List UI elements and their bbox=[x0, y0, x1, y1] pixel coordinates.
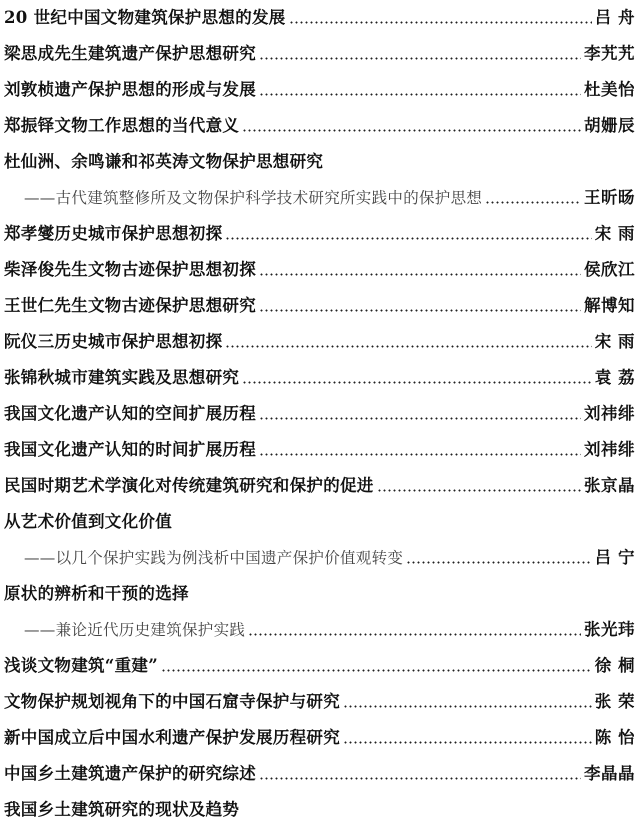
toc-entry-row[interactable] bbox=[4, 108, 635, 144]
toc-entry-row[interactable] bbox=[4, 36, 635, 72]
toc-title: 郑孝燮历史城市保护思想初探 bbox=[4, 224, 223, 243]
toc-subtitle: ——兼论近代历史建筑保护实践 bbox=[24, 621, 246, 639]
dot-leader bbox=[259, 396, 581, 432]
toc-author: 宋 雨 bbox=[594, 332, 635, 351]
dot-leader bbox=[259, 756, 581, 792]
toc-entry-row[interactable] bbox=[4, 72, 635, 108]
toc-title: 郑振铎文物工作思想的当代意义 bbox=[4, 116, 240, 135]
toc-author: 袁 荔 bbox=[594, 368, 635, 387]
dot-leader bbox=[225, 216, 591, 252]
toc-author: 吕 宁 bbox=[594, 548, 635, 567]
toc-entry-row[interactable] bbox=[4, 216, 635, 252]
toc-author: 解博知 bbox=[584, 296, 635, 315]
toc-entry-row[interactable] bbox=[4, 792, 635, 828]
toc-title: 我国文化遗产认知的时间扩展历程 bbox=[4, 440, 256, 459]
dot-leader bbox=[343, 684, 592, 720]
toc-title: 新中国成立后中国水利遗产保护发展历程研究 bbox=[4, 728, 340, 747]
toc-title: 从艺术价值到文化价值 bbox=[4, 512, 172, 531]
toc-entry-row[interactable] bbox=[4, 468, 635, 504]
toc-title: 中国乡土建筑遗产保护的研究综述 bbox=[4, 764, 256, 783]
dot-leader bbox=[259, 72, 581, 108]
toc-author: 陈 怡 bbox=[594, 728, 635, 747]
toc-title: 阮仪三历史城市保护思想初探 bbox=[4, 332, 223, 351]
toc-author: 吕 舟 bbox=[594, 8, 635, 27]
toc-author: 徐 桐 bbox=[594, 656, 635, 675]
toc-author: 刘祎绯 bbox=[584, 440, 635, 459]
toc-author: 杜美怡 bbox=[584, 80, 635, 99]
toc-entry-row[interactable] bbox=[4, 0, 635, 36]
dot-leader bbox=[377, 468, 581, 504]
dot-leader bbox=[259, 36, 581, 72]
toc-subtitle-row[interactable] bbox=[4, 612, 635, 648]
toc-entry-row[interactable] bbox=[4, 360, 635, 396]
dot-leader bbox=[343, 720, 592, 756]
toc-entry-row[interactable] bbox=[4, 252, 635, 288]
toc-entry-row[interactable] bbox=[4, 288, 635, 324]
dot-leader bbox=[289, 0, 592, 36]
toc-author: 张 荣 bbox=[594, 692, 635, 711]
dot-leader bbox=[259, 288, 581, 324]
toc-author: 侯欣江 bbox=[584, 260, 635, 279]
toc-author: 李艽艽 bbox=[584, 44, 635, 63]
dot-leader bbox=[161, 648, 592, 684]
toc-entry-row[interactable] bbox=[4, 648, 635, 684]
toc-author: 李晶晶 bbox=[584, 764, 635, 783]
toc-author: 张光玮 bbox=[584, 620, 635, 639]
toc-title: 刘敦桢遗产保护思想的形成与发展 bbox=[4, 80, 256, 99]
dot-leader bbox=[259, 252, 581, 288]
toc-author: 胡姗辰 bbox=[584, 116, 635, 135]
dot-leader bbox=[406, 540, 592, 576]
toc-author: 王昕旸 bbox=[584, 188, 635, 207]
toc-title: 柴泽俊先生文物古迹保护思想初探 bbox=[4, 260, 256, 279]
toc-subtitle-row[interactable] bbox=[4, 180, 635, 216]
dot-leader bbox=[225, 324, 591, 360]
toc-title: 文物保护规划视角下的中国石窟寺保护与研究 bbox=[4, 692, 340, 711]
toc-entry-row[interactable] bbox=[4, 576, 635, 612]
toc-entry-row[interactable] bbox=[4, 684, 635, 720]
toc-title: 王世仁先生文物古迹保护思想研究 bbox=[4, 296, 256, 315]
toc-title: 我国乡土建筑研究的现状及趋势 bbox=[4, 800, 240, 819]
toc-entry-row[interactable] bbox=[4, 396, 635, 432]
toc-entry-row[interactable] bbox=[4, 756, 635, 792]
toc-author: 宋 雨 bbox=[594, 224, 635, 243]
toc-author: 刘祎绯 bbox=[584, 404, 635, 423]
dot-leader bbox=[242, 360, 592, 396]
toc-subtitle: ——古代建筑整修所及文物保护科学技术研究所实践中的保护思想 bbox=[24, 189, 483, 207]
toc-title: 梁思成先生建筑遗产保护思想研究 bbox=[4, 44, 256, 63]
toc-author: 张京晶 bbox=[584, 476, 635, 495]
toc-entry-row[interactable] bbox=[4, 324, 635, 360]
dot-leader bbox=[485, 180, 581, 216]
toc-entry-row[interactable] bbox=[4, 720, 635, 756]
toc-entry-row[interactable] bbox=[4, 144, 635, 180]
toc-title: 民国时期艺术学演化对传统建筑研究和保护的促进 bbox=[4, 476, 374, 495]
toc-subtitle-row[interactable] bbox=[4, 540, 635, 576]
dot-leader bbox=[242, 108, 581, 144]
dot-leader bbox=[259, 432, 581, 468]
toc-title: 原状的辨析和干预的选择 bbox=[4, 584, 189, 603]
toc-title: 张锦秋城市建筑实践及思想研究 bbox=[4, 368, 240, 387]
toc-title: 我国文化遗产认知的空间扩展历程 bbox=[4, 404, 256, 423]
toc-title: 杜仙洲、余鸣谦和祁英涛文物保护思想研究 bbox=[4, 152, 324, 171]
table-of-contents bbox=[4, 0, 635, 828]
toc-subtitle: ——以几个保护实践为例浅析中国遗产保护价值观转变 bbox=[24, 549, 404, 567]
toc-title: 浅谈文物建筑“重建” bbox=[4, 656, 158, 675]
toc-entry-row[interactable] bbox=[4, 432, 635, 468]
toc-title: 20 世纪中国文物建筑保护思想的发展 bbox=[4, 8, 286, 27]
toc-entry-row[interactable] bbox=[4, 504, 635, 540]
dot-leader bbox=[248, 612, 581, 648]
